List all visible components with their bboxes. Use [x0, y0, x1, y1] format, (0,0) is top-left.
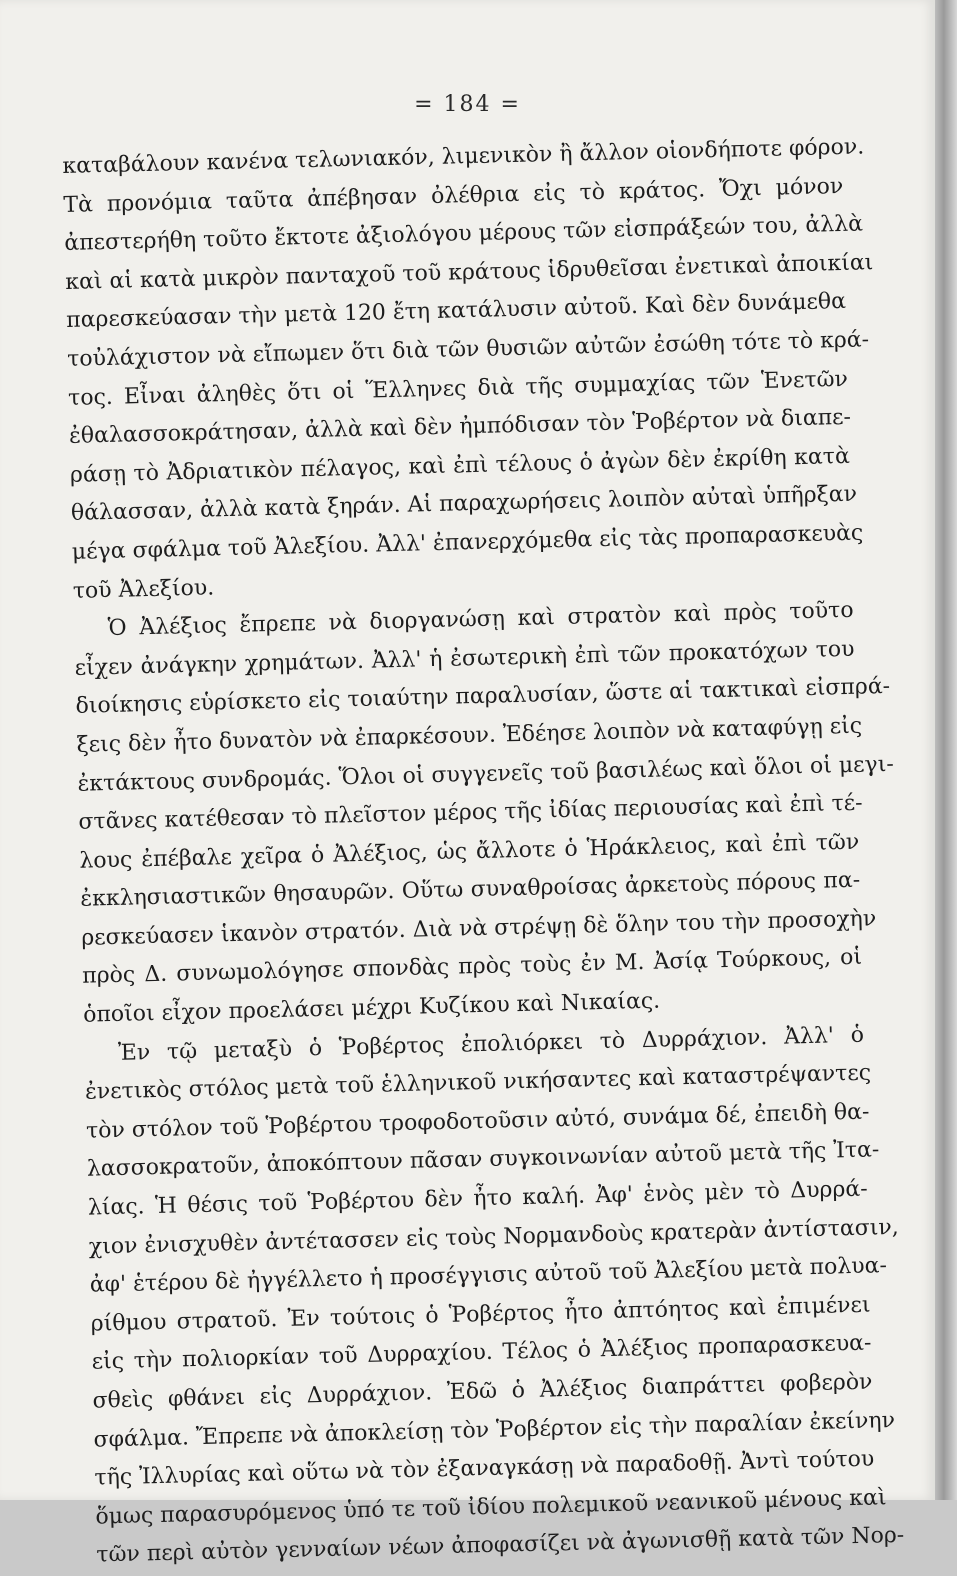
text-line: λους ἐπέβαλε χεῖρα ὁ Ἀλέξιος, ὡς ἄλλοτε ὁ Ἡράκλειος, καὶ ἐπὶ τῶν [79, 829, 860, 874]
text-line: μέγα σφάλμα τοῦ Ἀλεξίου. Ἀλλ' ἐπανερχόμεθα εἰς τὰς προπαρασκευὰς [71, 520, 864, 565]
body-text [62, 129, 905, 1576]
text-line: παρεσκεύασαν τὴν μετὰ 120 ἔτη κατάλυσιν αὐτοῦ. Καὶ δὲν δυνάμεθα [65, 289, 847, 334]
text-line: ἀπεστερήθη τοῦτο ἔκτοτε ἀξιολόγου μέρους τῶν εἰσπράξεών του, ἀλλὰ [64, 211, 864, 257]
text-line: τοῦ Ἀλεξίου. [72, 574, 215, 604]
text-line: εἶχεν ἀνάγκην χρημάτων. Ἀλλ' ἡ ἐσωτερικὴ ἐπὶ τῶν προκατόχων του [74, 636, 855, 681]
text-line: τος. Εἶναι ἀληθὲς ὅτι οἱ Ἕλληνες διὰ τῆς συμμαχίας τῶν Ἑνετῶν [67, 366, 849, 411]
text-line: Ὁ Ἀλέξιος ἔπρεπε νὰ διοργανώσῃ καὶ στρατὸν καὶ πρὸς τοῦτο [107, 597, 854, 642]
text-line: θάλασσαν, ἀλλὰ κατὰ ξηράν. Αἱ παραχωρήσεις λοιπὸν αὐταὶ ὑπῆρξαν [70, 482, 858, 527]
text-line: διοίκησις εὑρίσκετο εἰς τοιαύτην παραλυσίαν, ὥστε αἱ τακτικαὶ εἰσπρά- [75, 674, 891, 720]
text-line: τὸν στόλον τοῦ Ῥοβέρτου τροφοδοτοῦσιν αὐτό, συνάμα δέ, ἐπειδὴ θα- [85, 1099, 870, 1144]
text-line: ὅμως παρασυρόμενος ὑπό τε τοῦ ἰδίου πολεμικοῦ νεανικοῦ μένους καὶ [95, 1485, 887, 1530]
text-line: λασσοκρατοῦν, ἀποκόπτουν πᾶσαν συγκοινωνίαν αὐτοῦ μετὰ τῆς Ἰτα- [86, 1137, 880, 1183]
text-line: χιον ἐνισχυθὲν ἀντέτασσεν εἰς τοὺς Νορμανδοὺς κρατερὰν ἀντίστασιν, [88, 1214, 899, 1260]
text-line: ὁποῖοι εἶχον προελάσει μέχρι Κυζίκου καὶ Νικαίας. [82, 988, 661, 1028]
text-line: ράσῃ τὸ Ἀδριατικὸν πέλαγος, καὶ ἐπὶ τέλους ὁ ἀγὼν δὲν ἐκρίθη κατὰ [69, 443, 851, 488]
text-line: ἐνετικὸς στόλος μετὰ τοῦ ἑλληνικοῦ νικήσαντες καὶ καταστρέψαντες [84, 1060, 872, 1105]
text-line: εἰς τὴν πολιορκίαν τοῦ Δυρραχίου. Τέλος ὁ Ἀλέξιος προπαρασκευα- [91, 1330, 872, 1376]
text-line: ἀφ' ἑτέρου δὲ ἠγγέλλετο ἡ προσέγγισις αὐτοῦ τοῦ Ἀλεξίου μετὰ πολυα- [89, 1253, 888, 1298]
text-line: Ἐν τῷ μεταξὺ ὁ Ῥοβέρτος ἐπολιόρκει τὸ Δυρράχιον. Ἀλλ' ὁ [117, 1022, 865, 1066]
page-number-header: = 184 = [414, 92, 521, 117]
text-line: ξεις δὲν ἦτο δυνατὸν νὰ ἐπαρκέσουν. Ἐδέησε λοιπὸν νὰ καταφύγῃ εἰς [76, 713, 863, 758]
text-line: ἐθαλασσοκράτησαν, ἀλλὰ καὶ δὲν ἠμπόδισαν τὸν Ῥοβέρτον νὰ διαπε- [68, 404, 852, 450]
text-line: σθεὶς φθάνει εἰς Δυρράχιον. Ἐδῶ ὁ Ἀλέξιος διαπράττει φοβερὸν [92, 1369, 873, 1414]
text-line: τῶν περὶ αὐτὸν γενναίων νέων ἀποφασίζει νὰ ἀγωνισθῇ κατὰ τῶν Νορ- [96, 1523, 905, 1568]
text-line: ἐκκλησιαστικῶν θησαυρῶν. Οὕτω συναθροίσας ἀρκετοὺς πόρους πα- [80, 868, 861, 913]
text-line: ρεσκεύασεν ἱκανὸν στρατόν. Διὰ νὰ στρέψῃ δὲ ὅλην του τὴν προσοχὴν [81, 906, 877, 951]
text-line: τοὐλάχιστον νὰ εἴπωμεν ὅτι διὰ τῶν θυσιῶν αὐτῶν ἐσώθη τότε τὸ κρά- [66, 327, 870, 372]
text-line: λίας. Ἡ θέσις τοῦ Ῥοβέρτου δὲν ἦτο καλή. Ἀφ' ἑνὸς μὲν τὸ Δυρρά- [87, 1176, 868, 1221]
text-line: σφάλμα. Ἔπρεπε νὰ ἀποκλείσῃ τὸν Ῥοβέρτον εἰς τὴν παραλίαν ἐκείνην [93, 1407, 896, 1453]
text-line: Τὰ προνόμια ταῦτα ἀπέβησαν ὀλέθρια εἰς τὸ κράτος. Ὄχι μόνον [63, 173, 844, 218]
text-line: καταβάλουν κανένα τελωνιακόν, λιμενικὸν ἢ ἄλλον οἱονδήποτε φόρον. [62, 134, 865, 179]
text-line: ἐκτάκτους συνδρομάς. Ὅλοι οἱ συγγενεῖς τοῦ βασιλέως καὶ ὅλοι οἱ μεγι- [77, 751, 895, 797]
text-line: πρὸς Δ. συνωμολόγησε σπονδὰς πρὸς τοὺς ἐν Μ. Ἀσίᾳ Τούρκους, οἱ [81, 945, 863, 990]
text-line: καὶ αἱ κατὰ μικρὸν πανταχοῦ τοῦ κράτους ἱδρυθεῖσαι ἐνετικαὶ ἀποικίαι [64, 249, 874, 295]
book-gutter [935, 0, 957, 1500]
text-line: ρίθμου στρατοῦ. Ἐν τούτοις ὁ Ῥοβέρτος ἦτο ἀπτόητος καὶ ἐπιμένει [90, 1292, 871, 1337]
text-line: στᾶνες κατέθεσαν τὸ πλεῖστον μέρος τῆς ἰδίας περιουσίας καὶ ἐπὶ τέ- [78, 790, 863, 835]
text-line: τῆς Ἰλλυρίας καὶ οὕτω νὰ τὸν ἐξαναγκάσῃ νὰ παραδοθῇ. Ἀντὶ τούτου [94, 1446, 875, 1491]
